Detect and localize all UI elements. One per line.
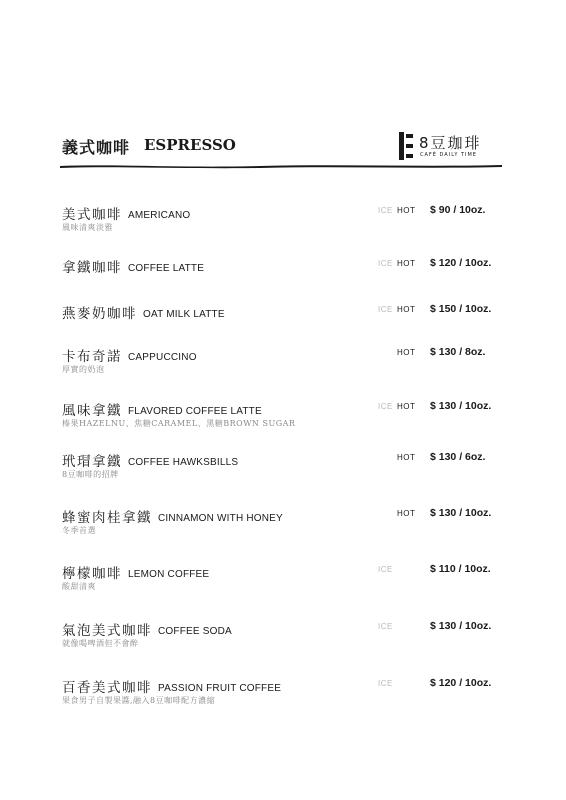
item-price: $ 120 / 10oz. [430,677,492,689]
item-price: $ 130 / 10oz. [430,620,492,632]
item-name-chinese: 卡布奇諾 [62,349,122,365]
menu-item [62,506,502,540]
section-title-english: ESPRESSO [144,136,236,154]
item-name-chinese: 風味拿鐵 [62,403,122,419]
menu-item [62,562,502,596]
item-price: $ 130 / 10oz. [430,507,492,519]
hot-label: HOT [397,453,416,462]
item-description: 風味清爽淡雅 [62,223,113,232]
item-description: 就像喝啤酒但不會醉 [62,639,139,648]
item-name-english: AMERICANO [128,210,191,221]
ice-label: ICE [378,565,393,574]
hot-label: HOT [397,402,416,411]
item-name-english: OAT MILK LATTE [143,309,225,320]
item-price: $ 130 / 6oz. [430,451,486,463]
item-name-english: PASSION FRUIT COFFEE [158,683,282,694]
item-name-english: FLAVORED COFFEE LATTE [128,406,262,417]
item-name-chinese: 蜂蜜肉桂拿鐵 [62,510,152,526]
ice-label: ICE [378,305,393,314]
hot-label: HOT [397,206,416,215]
item-name-chinese: 美式咖啡 [62,207,122,223]
item-name-chinese: 氣泡美式咖啡 [62,623,152,639]
item-name-chinese: 檸檬咖啡 [62,566,122,582]
hot-label: HOT [397,509,416,518]
menu-item [62,450,502,484]
logo-tagline: CAFÉ DAILY TIME [420,152,477,158]
item-name-english: CAPPUCCINO [128,352,197,363]
logo-name: 8豆珈琲 [419,134,482,152]
hot-label: HOT [397,259,416,268]
hot-label: HOT [397,305,416,314]
menu-item [62,302,502,336]
item-name-chinese: 玳瑁拿鐵 [62,454,122,470]
item-description: 厚實的奶泡 [62,365,105,374]
hot-label: HOT [397,348,416,357]
item-description: 果食男子自製果醬,融入8豆咖啡配方濃縮 [62,696,216,705]
item-price: $ 90 / 10oz. [430,204,486,216]
item-price: $ 120 / 10oz. [430,257,492,269]
ice-label: ICE [378,679,393,688]
item-price: $ 130 / 8oz. [430,346,486,358]
section-title-chinese: 義式咖啡 [62,138,131,157]
menu-item [62,256,502,290]
item-price: $ 110 / 10oz. [430,563,491,575]
item-price: $ 130 / 10oz. [430,400,492,412]
brand-logo [399,132,509,164]
item-name-english: COFFEE SODA [158,626,232,637]
ice-label: ICE [378,402,393,411]
item-description: 冬季首選 [62,526,96,535]
item-name-chinese: 燕麥奶咖啡 [62,306,137,322]
header-brush-divider [60,163,502,169]
menu-item [62,676,502,710]
ice-label: ICE [378,622,393,631]
item-description: 榛果HAZELNU、焦糖CARAMEL、黑糖BROWN SUGAR [62,419,296,428]
menu-item [62,203,502,237]
logo-mark-icon [399,132,413,160]
item-name-chinese: 拿鐵咖啡 [62,260,122,276]
item-name-english: LEMON COFFEE [128,569,210,580]
item-price: $ 150 / 10oz. [430,303,492,315]
item-name-english: COFFEE LATTE [128,263,205,274]
item-name-chinese: 百香美式咖啡 [62,680,152,696]
item-description: 酸甜清爽 [62,582,96,591]
ice-label: ICE [378,259,393,268]
menu-item [62,619,502,653]
ice-label: ICE [378,206,393,215]
item-name-english: CINNAMON WITH HONEY [158,513,283,524]
item-description: 8豆咖啡的招牌 [62,470,119,479]
menu-item [62,399,502,433]
menu-item [62,345,502,379]
item-name-english: COFFEE HAWKSBILLS [128,457,239,468]
